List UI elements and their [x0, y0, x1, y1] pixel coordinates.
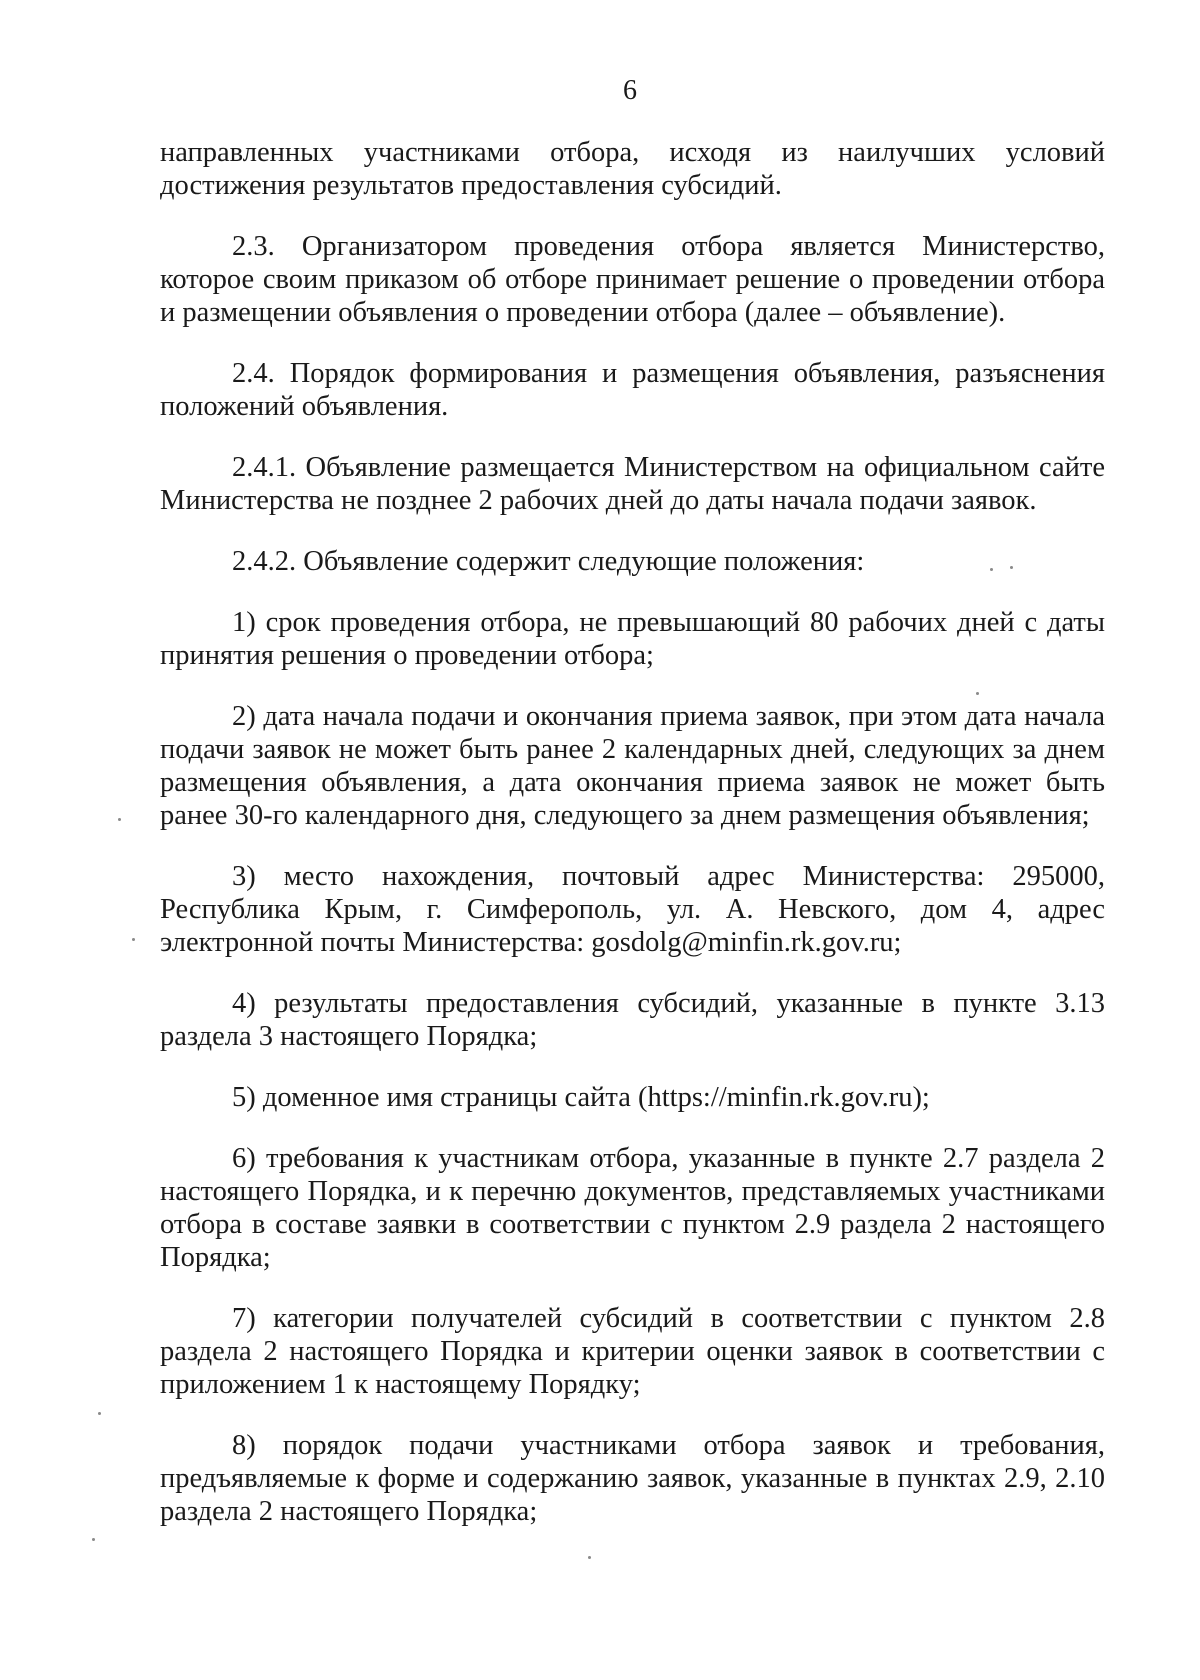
list-item-2: 2) дата начала подачи и окончания приема заявок, при этом дата начала подачи заявок не может быть ранее 2 календарных дней, следующих за днем размещения объявления, а дата окончания приема заявок не может быть ранее 30-го календарного дня, следующего за днем размещения объявления;: [160, 701, 1105, 831]
paragraph-2-4-1: 2.4.1. Объявление размещается Министерством на официальном сайте Министерства не позднее 2 рабочих дней до даты начала подачи заявок.: [160, 452, 1105, 516]
paragraph-2-4: 2.4. Порядок формирования и размещения объявления, разъяснения положений объявления.: [160, 358, 1105, 422]
scan-speck: [132, 938, 135, 941]
page-number: 6: [623, 75, 637, 106]
scan-speck: [588, 1556, 591, 1559]
paragraph-continuation: направленных участниками отбора, исходя из наилучших условий достижения результатов предоставления субсидий.: [160, 137, 1105, 201]
list-item-5: 5) доменное имя страницы сайта (https://minfin.rk.gov.ru);: [232, 1082, 930, 1113]
list-item-6: 6) требования к участникам отбора, указанные в пункте 2.7 раздела 2 настоящего Порядка, и к перечню документов, представляемых участниками отбора в составе заявки в соответствии с пунктом 2.9 раздела 2 настоящего Порядка;: [160, 1143, 1105, 1273]
list-item-7: 7) категории получателей субсидий в соответствии с пунктом 2.8 раздела 2 настоящего Порядка и критерии оценки заявок в соответствии с приложением 1 к настоящему Порядку;: [160, 1303, 1105, 1400]
scan-speck: [1010, 566, 1013, 569]
list-item-3: 3) место нахождения, почтовый адрес Министерства: 295000, Республика Крым, г. Симферополь, ул. А. Невского, дом 4, адрес электронной почты Министерства: gosdolg@minfin.rk.gov.ru;: [160, 861, 1105, 958]
scan-speck: [976, 692, 979, 695]
paragraph-2-3: 2.3. Организатором проведения отбора является Министерство, которое своим приказом об отборе принимает решение о проведении отбора и размещении объявления о проведении отбора (далее – объявление).: [160, 231, 1105, 328]
scan-speck: [118, 818, 121, 821]
document-body: [160, 136, 1105, 1556]
scan-speck: [98, 1412, 101, 1415]
list-item-8: 8) порядок подачи участниками отбора заявок и требования, предъявляемые к форме и содержанию заявок, указанные в пунктах 2.9, 2.10 раздела 2 настоящего Порядка;: [160, 1430, 1105, 1527]
scan-speck: [990, 568, 993, 571]
paragraph-2-4-2: 2.4.2. Объявление содержит следующие положения:: [232, 546, 865, 577]
scan-speck: [92, 1538, 95, 1541]
list-item-1: 1) срок проведения отбора, не превышающий 80 рабочих дней с даты принятия решения о проведении отбора;: [160, 607, 1105, 671]
list-item-4: 4) результаты предоставления субсидий, указанные в пункте 3.13 раздела 3 настоящего Порядка;: [160, 988, 1105, 1052]
